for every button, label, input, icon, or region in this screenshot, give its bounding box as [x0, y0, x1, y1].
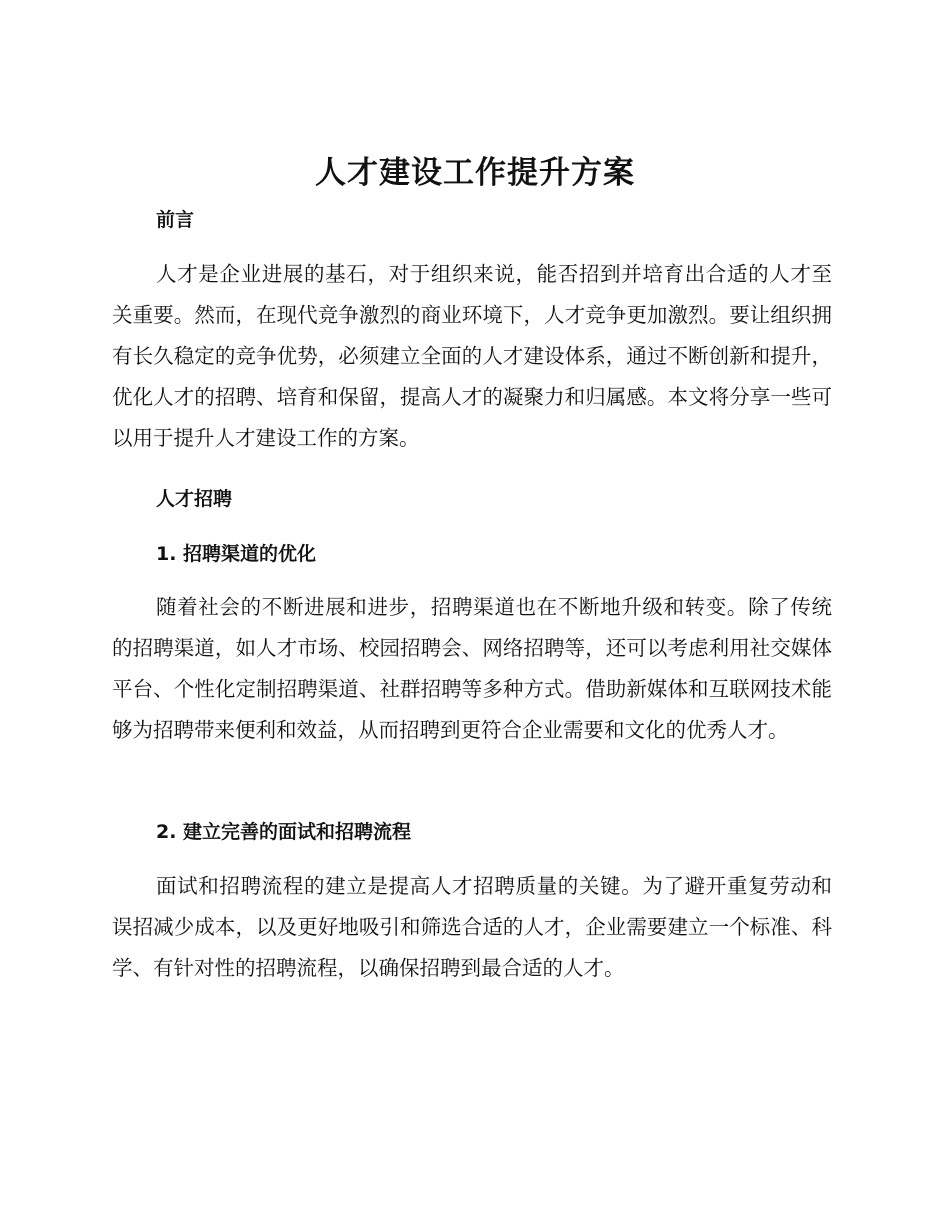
section-heading-recruitment: 人才招聘 — [156, 488, 233, 510]
paragraph-channels: 随着社会的不断进展和进步，招聘渠道也在不断地升级和转变。除了传统的招聘渠道，如人才市场、校园招聘会、网络招聘等，还可以考虑利用社交媒体平台、个性化定制招聘渠道、社群招聘等多种方式。借助新媒体和互联网技术能够为招聘带来便利和效益，从而招聘到更符合企业需要和文化的优秀人才。 — [112, 595, 832, 742]
paragraph-process: 面试和招聘流程的建立是提高人才招聘质量的关键。为了避开重复劳动和误招减少成本，以及更好地吸引和筛选合适的人才，企业需要建立一个标准、科学、有针对性的招聘流程，以确保招聘到最合适的人才。 — [112, 874, 832, 980]
subsection-heading-process: 2. 建立完善的面试和招聘流程 — [156, 821, 412, 843]
paragraph-preface: 人才是企业进展的基石，对于组织来说，能否招到并培育出合适的人才至关重要。然而，在现代竞争激烈的商业环境下，人才竞争更加激烈。要让组织拥有长久稳定的竞争优势，必须建立全面的人才建设体系，通过不断创新和提升，优化人才的招聘、培育和保留，提高人才的凝聚力和归属感。本文将分享一些可以用于提升人才建设工作的方案。 — [112, 262, 832, 450]
section-heading-preface: 前言 — [156, 209, 195, 231]
document-title: 人才建设工作提升方案 — [315, 155, 635, 191]
subsection-heading-channels: 1. 招聘渠道的优化 — [156, 543, 317, 565]
